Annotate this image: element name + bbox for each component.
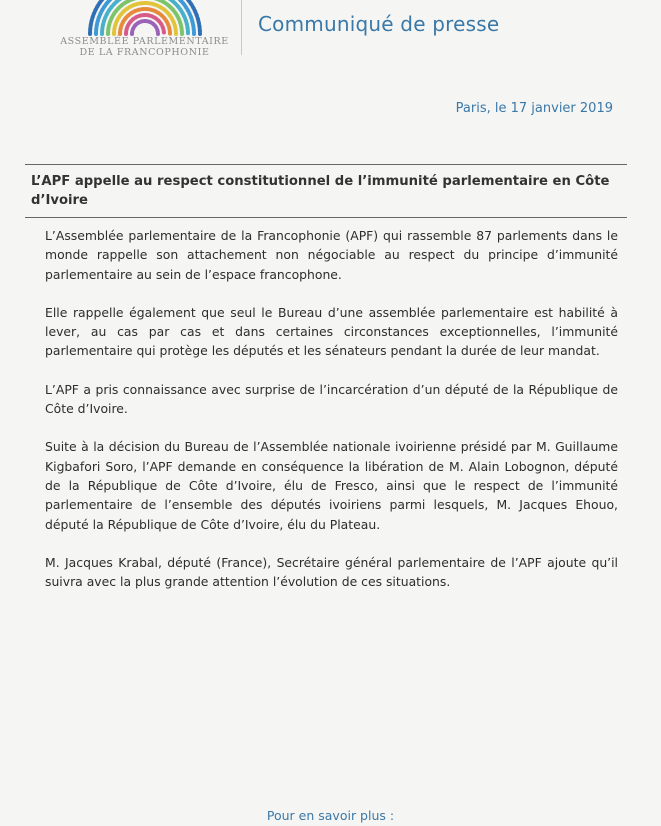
more-info-link[interactable]: Pour en savoir plus : [266, 808, 395, 823]
org-name-line1: ASSEMBLÉE PARLEMENTAIRE [60, 36, 229, 47]
date-line: Paris, le 17 janvier 2019 [455, 101, 613, 116]
rainbow-arcs-icon [80, 0, 210, 36]
paragraph: L’Assemblée parlementaire de la Francophonie (APF) qui rassemble 87 parlements dans le monde rappelle son attachement non négociable au respect du principe d’immunité parlementaire au sein de l’espace francophone. [45, 228, 618, 282]
header-divider [241, 0, 242, 55]
paragraph: M. Jacques Krabal, député (France), Secrétaire général parlementaire de l’APF ajoute qu’il suivra avec la plus grande attention l’évolution de ces situations. [45, 554, 618, 590]
paragraph: Suite à la décision du Bureau de l’Assemblée nationale ivoirienne présidé par M. Guillaume Kigbafori Soro, l’APF demande en conséquence la libération de M. Alain Lobognon, député de la République de Côte d’Ivoire, élu de Fresco, ainsi que le respect de l’immunité parlementaire de l’ensemble des députés ivoiriens parmi lesquels, M. Jacques Ehouo, député la République de Côte d’Ivoire, élu du Plateau. [45, 439, 618, 532]
body-text [45, 226, 618, 610]
paragraph: Elle rappelle également que seul le Bureau d’une assemblée parlementaire est habilité à lever, au cas par cas et dans certaines circonstances exceptionnelles, l’immunité parlementaire qui protège les députés et les sénateurs pendant la durée de leur mandat. [45, 304, 618, 359]
press-release-title: Communiqué de presse [258, 12, 500, 36]
paragraph: L’APF a pris connaissance avec surprise de l’incarcération d’un député de la République de Côte d’Ivoire. [45, 381, 618, 417]
apf-logo [52, 0, 237, 62]
org-name-line2: DE LA FRANCOPHONIE [79, 47, 210, 58]
headline: L’APF appelle au respect constitutionnel de l’immunité parlementaire en Côte d’Ivoire [25, 164, 627, 218]
